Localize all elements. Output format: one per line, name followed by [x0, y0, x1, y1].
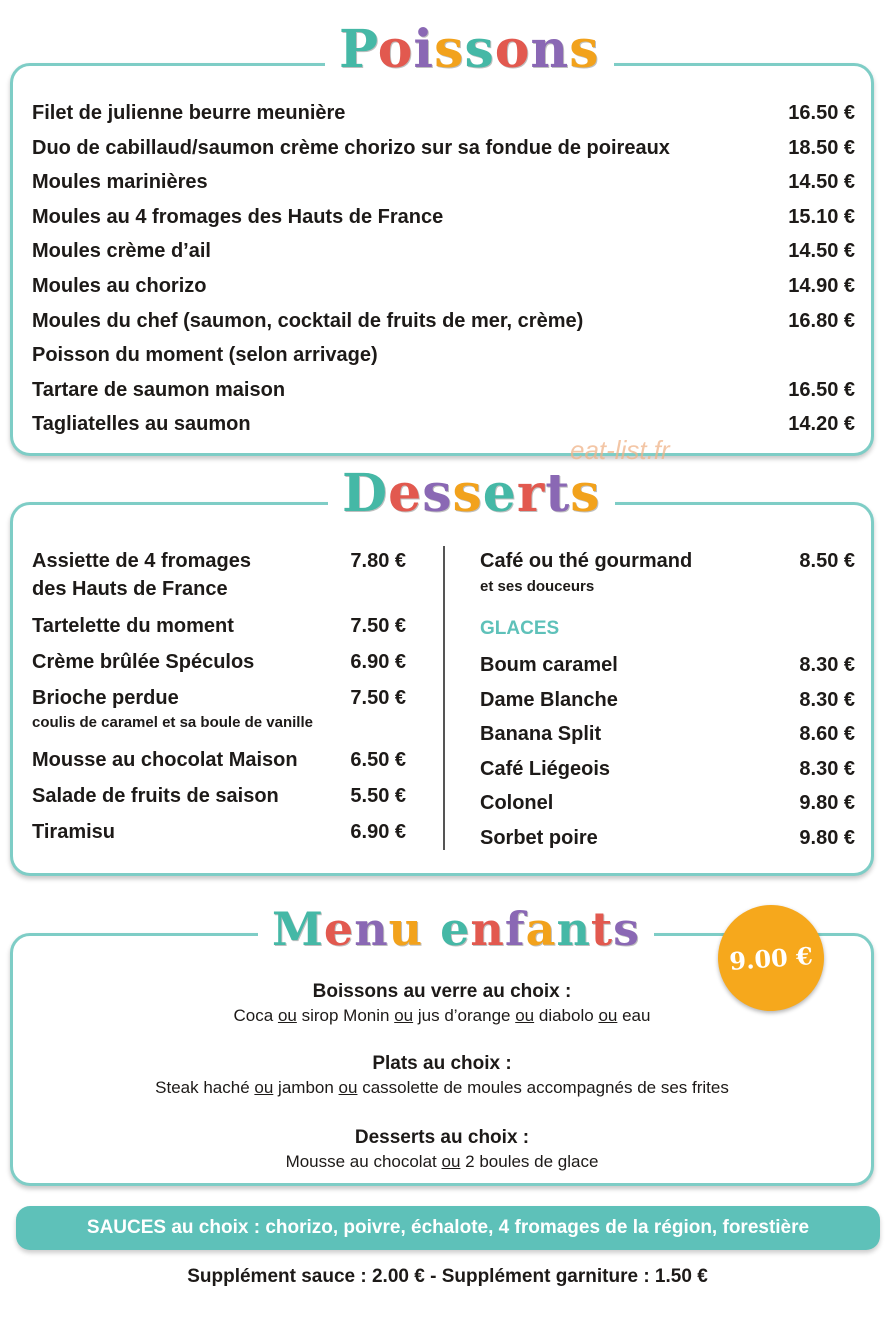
title-letter: P	[339, 19, 378, 80]
title-letter: s	[569, 19, 600, 80]
dessert-item-sub: coulis de caramel et sa boule de vanille	[32, 714, 313, 731]
plats-options	[10, 1077, 874, 1099]
glaces-label: GLACES	[480, 618, 560, 639]
title-letter: s	[613, 902, 641, 956]
glace-item-price: 8.30 €	[799, 654, 855, 676]
glace-item-name: Banana Split	[480, 723, 602, 746]
title-letter: n	[470, 902, 505, 956]
glace-item-name: Colonel	[480, 792, 554, 815]
title-letter: M	[272, 902, 324, 956]
desserts-enfants-heading: Desserts au choix :	[354, 1127, 530, 1148]
title-letter: r	[516, 463, 546, 524]
column-divider	[443, 546, 445, 850]
dessert-item-price: 7.80 €	[350, 550, 406, 572]
glace-item-price: 8.30 €	[799, 688, 855, 711]
choice-option: Mousse au chocolat	[285, 1152, 437, 1171]
poisson-item-price: 18.50 €	[788, 136, 855, 159]
glace-item-name: Boum caramel	[480, 654, 618, 676]
choice-option: diabolo	[538, 1006, 594, 1025]
cafe-gourmand-price: 8.50 €	[799, 550, 855, 572]
choice-option: jambon	[278, 1078, 334, 1097]
glace-item-name: Sorbet poire	[480, 827, 598, 849]
choice-option: eau	[622, 1006, 651, 1025]
dessert-item-price: 6.50 €	[350, 749, 406, 771]
boissons-heading: Boissons au verre au choix :	[312, 981, 572, 1002]
poisson-item-price: 16.50 €	[788, 378, 855, 401]
dessert-item-price: 6.90 €	[350, 651, 406, 673]
title-letter: n	[556, 902, 591, 956]
choice-separator: ou	[394, 1006, 414, 1025]
menu-enfants-title	[258, 902, 654, 956]
choice-separator: ou	[277, 1006, 297, 1025]
choice-separator: ou	[254, 1078, 274, 1097]
glace-item-price: 9.80 €	[799, 827, 855, 849]
choice-separator: ou	[598, 1006, 618, 1025]
title-letter: s	[452, 463, 483, 524]
title-letter: i	[413, 19, 435, 80]
poisson-item-name: Tagliatelles au saumon	[32, 413, 251, 436]
title-letter: e	[388, 463, 423, 524]
dessert-item-name: Mousse au chocolat Maison	[32, 749, 298, 771]
title-letter: s	[434, 19, 465, 80]
dessert-item-name: Brioche perdue	[32, 687, 179, 709]
dessert-item-name: Assiette de 4 fromages	[32, 550, 251, 572]
choice-option: 2 boules de glace	[465, 1152, 599, 1171]
menu-enfants-price-badge: 9.00 €	[714, 901, 827, 1014]
title-letter: f	[504, 902, 526, 956]
poisson-item-name: Filet de julienne beurre meunière	[32, 102, 346, 124]
poisson-item-name: Poisson du moment (selon arrivage)	[32, 344, 378, 367]
desserts-title	[328, 463, 615, 524]
choice-option: sirop Monin	[301, 1006, 390, 1025]
poisson-item-price: 16.50 €	[788, 102, 855, 124]
poisson-item-name: Moules crème d’ail	[32, 240, 211, 263]
poisson-item-price: 15.10 €	[788, 205, 855, 228]
glace-item-price: 8.30 €	[799, 757, 855, 780]
poisson-item-name: Moules au 4 fromages des Hauts de France	[32, 205, 444, 228]
poisson-item-price: 16.80 €	[788, 309, 855, 332]
title-letter: n	[354, 902, 389, 956]
title-letter: t	[590, 902, 614, 956]
supplements: Supplément sauce : 2.00 € - Supplément garniture : 1.50 €	[187, 1266, 708, 1287]
title-letter: e	[440, 902, 471, 956]
glace-item-name: Dame Blanche	[480, 688, 618, 711]
choice-option: cassolette de moules accompagnés de ses frites	[362, 1078, 729, 1097]
poisson-item-name: Moules au chorizo	[32, 275, 207, 297]
choice-separator: ou	[338, 1078, 358, 1097]
dessert-item-name-line2: des Hauts de France	[32, 578, 228, 600]
title-letter: o	[494, 19, 531, 80]
glace-item-price: 8.60 €	[799, 723, 855, 746]
title-letter: a	[525, 902, 557, 956]
dessert-item-price: 7.50 €	[350, 615, 406, 637]
title-letter: t	[545, 463, 571, 524]
dessert-item-name: Tiramisu	[32, 821, 115, 843]
desserts-enfants-options	[10, 1151, 874, 1173]
poisson-item-name: Moules du chef (saumon, cocktail de fruits de mer, crème)	[32, 309, 584, 332]
poisson-item-price: 14.90 €	[788, 275, 855, 297]
choice-separator: ou	[441, 1152, 461, 1171]
title-letter: s	[464, 19, 495, 80]
watermark: eat-list.fr	[570, 435, 670, 465]
dessert-item-name: Crème brûlée Spéculos	[32, 651, 255, 673]
cafe-gourmand-sub: et ses douceurs	[480, 578, 595, 595]
title-letter: s	[570, 463, 601, 524]
poisson-item-name: Moules marinières	[32, 171, 208, 194]
poisson-item-name: Duo de cabillaud/saumon crème chorizo sur sa fondue de poireaux	[32, 136, 670, 159]
poisson-item-price: 14.50 €	[788, 240, 855, 263]
title-letter: D	[342, 463, 389, 524]
choice-separator: ou	[515, 1006, 535, 1025]
cafe-gourmand-name: Café ou thé gourmand	[480, 550, 693, 572]
title-letter: e	[323, 902, 355, 956]
title-letter: s	[422, 463, 453, 524]
plats-heading: Plats au choix :	[372, 1053, 512, 1074]
glace-item-price: 9.80 €	[799, 792, 855, 815]
choice-option: jus d’orange	[417, 1006, 511, 1025]
poisson-item-name: Tartare de saumon maison	[32, 378, 286, 401]
dessert-item-price: 7.50 €	[350, 687, 406, 709]
dessert-item-price: 5.50 €	[350, 785, 406, 807]
dessert-item-price: 6.90 €	[350, 821, 406, 843]
title-letter: e	[482, 463, 517, 524]
poissons-title	[325, 19, 614, 80]
choice-option: Steak haché	[155, 1078, 250, 1097]
title-letter: n	[530, 19, 570, 80]
poisson-item-price: 14.50 €	[788, 171, 855, 194]
glace-item-name: Café Liégeois	[480, 757, 611, 780]
dessert-item-name: Tartelette du moment	[32, 615, 234, 637]
boissons-options	[10, 1005, 874, 1027]
sauces-banner: SAUCES au choix : chorizo, poivre, échalote, 4 fromages de la région, forestière	[16, 1206, 880, 1250]
title-letter: o	[377, 19, 414, 80]
dessert-item-name: Salade de fruits de saison	[32, 785, 279, 807]
title-letter	[423, 902, 440, 956]
poisson-item-price: 14.20 €	[788, 413, 855, 436]
title-letter: u	[388, 902, 424, 956]
choice-option: Coca	[233, 1006, 274, 1025]
